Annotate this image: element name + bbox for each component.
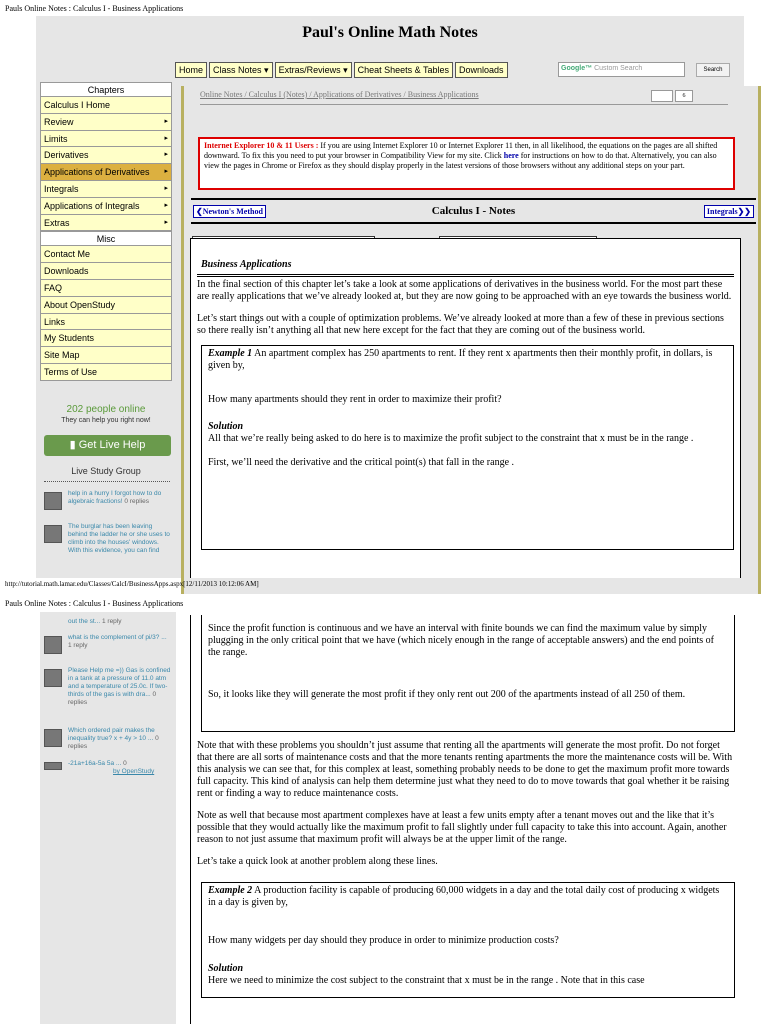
online-sub: They can help you right now!	[61, 417, 151, 424]
avatar	[44, 636, 62, 654]
pdf-url: http://tutorial.math.lamar.edu/Classes/CalcI/BusinessApps.aspx[12/11/2013 10:12:06 AM]	[5, 580, 259, 588]
divider	[200, 104, 728, 105]
nav-extras[interactable]: Extras/Reviews ▾	[275, 62, 352, 78]
sidebar-item-limits[interactable]: Limits ▸	[40, 131, 172, 148]
section-title: Business Applications	[201, 259, 292, 270]
feed-item[interactable]: Which ordered pair makes the inequality true? x + 4y > 10 ... 0 replies	[44, 727, 172, 751]
paragraph: Note as well that because most apartment complexes have at least a few units empty after a tenant moves out and the like that it’s possible that they would actually like the maximum profit to fall slightly under full capacity to take this into account. Again, another reason to not just assume that maximum profit will always be at the upper limit of the range.	[197, 810, 727, 845]
google-logo: Google™	[561, 65, 593, 72]
search-input[interactable]: Google™ Custom Search	[558, 62, 685, 77]
get-live-help-button[interactable]: ▮ Get Live Help	[44, 435, 171, 456]
feed-item[interactable]: what is the complement of pi/3? ... 1 reply	[44, 634, 172, 650]
nav-home[interactable]: Home	[175, 62, 207, 78]
chevron-right-icon: ▸	[164, 201, 168, 209]
sidebar-item-site-map[interactable]: Site Map	[40, 347, 172, 364]
paragraph: Let’s start things out with a couple of optimization problems. We’ve already looked at more than a few of these in previous sections so there really isn’t anything all that new here except for the fact that they are coming out of the business world.	[197, 313, 724, 336]
sidebar-item-downloads[interactable]: Downloads	[40, 263, 172, 280]
feed-item[interactable]: out the st... 1 reply	[68, 618, 122, 625]
next-section-button[interactable]: Integrals❯❯	[704, 205, 754, 218]
avatar	[44, 729, 62, 747]
chevron-right-icon: ▸	[164, 117, 168, 125]
feed-item[interactable]: -21a+16a-5a 5a ... 0 by OpenStudy	[44, 760, 172, 776]
live-study-group-title: Live Study Group	[71, 466, 141, 476]
notes-title: Calculus I - Notes	[431, 205, 516, 217]
chapters-header: Chapters	[40, 82, 172, 97]
online-count: 202 people online	[66, 404, 146, 415]
openstudy-link[interactable]: by OpenStudy	[113, 768, 155, 775]
avatar	[44, 762, 62, 770]
nav-class-notes[interactable]: Class Notes ▾	[209, 62, 273, 78]
breadcrumb[interactable]: Online Notes / Calculus I (Notes) / Applications of Derivatives / Business Applications	[200, 90, 479, 99]
instructions-link[interactable]: here	[503, 151, 519, 160]
sidebar-item-integrals[interactable]: Integrals ▸	[40, 181, 172, 198]
pager	[191, 198, 756, 224]
sidebar-item-faq[interactable]: FAQ	[40, 280, 172, 297]
sidebar-item-derivatives[interactable]: Derivatives ▸	[40, 147, 172, 164]
sidebar-item-extras[interactable]: Extras ▸	[40, 215, 172, 232]
avatar	[44, 669, 62, 687]
paragraph: Note that with these problems you shouldn’t just assume that renting all the apartments will generate the most profit. Do not forget that there are all sorts of maintenance costs and that the more tenants renting apartments the more the maintenance costs will be. With this analysis we can see that, for this complex at least, something probably needs to be done to get the maximum profit more towards full capacity. This kind of analysis can help them determine just what they need to do to move towards that goal whether it be raising rent or finding a way to reduce maintenance costs.	[197, 740, 733, 799]
sidebar-item-terms[interactable]: Terms of Use	[40, 364, 172, 381]
sidebar	[40, 82, 172, 381]
pdf-header: Pauls Online Notes : Calculus I - Business Applications	[5, 4, 184, 13]
ie-notice: Internet Explorer 10 & 11 Users : If you are using Internet Explorer 10 or Internet Explorer 11 then, in all likelihood, the equations on the pages are all shifted downward. To fix this you need to put your browser in Compatibility View for my site. Click here for instructions on how to do that. Alternatively, you can also view the pages in Chrome or Firefox as they should display properly in the latest versions of those browsers without any additional steps on your part.	[198, 137, 735, 190]
chevron-right-icon: ▸	[164, 184, 168, 192]
page-count: 6	[675, 90, 693, 102]
content-area	[190, 238, 741, 578]
divider	[197, 274, 734, 277]
chevron-right-icon: ▸	[164, 151, 168, 159]
avatar	[44, 525, 62, 543]
divider	[44, 481, 170, 482]
page-number-input[interactable]	[651, 90, 673, 102]
chevron-right-icon: ▸	[164, 218, 168, 226]
content-area-continued	[190, 615, 741, 1024]
avatar	[44, 492, 62, 510]
sidebar-continued	[40, 612, 176, 1024]
sidebar-item-applications-of-derivatives[interactable]: Applications of Derivatives ▸	[40, 164, 172, 181]
feed-item[interactable]: help in a hurry I forgot how to do algebraic fractions! 0 replies	[44, 490, 172, 506]
search-button[interactable]: Search	[696, 63, 730, 77]
misc-header: Misc	[40, 231, 172, 246]
example-box: Since the profit function is continuous and we have an interval with finite bounds we can find the maximum value by simply plugging in the only critical point that we have (which nicely enough in the range of acceptable answers) and the end points of the range. So, it looks like they will generate the most profit if they only rent out 200 of the apartments instead of all 250 of them.	[201, 615, 735, 732]
pdf-header: Pauls Online Notes : Calculus I - Business Applications	[5, 599, 184, 608]
chevron-right-icon: ▸	[164, 134, 168, 142]
paragraph: In the final section of this chapter let’s take a look at some applications of derivatives in the business world. For the most part these are really applications that we’ve already looked at, but they are now going to be approached with an eye towards the business world.	[197, 279, 732, 302]
top-nav	[175, 62, 508, 78]
feed-item[interactable]: The burglar has been leaving behind the ladder he or she uses to climb into the houses' windows. With this evidence, you can find	[44, 523, 172, 555]
openstudy-online	[40, 404, 172, 424]
sidebar-item-contact[interactable]: Contact Me	[40, 246, 172, 263]
feed-item[interactable]: Please Help me =)) Gas is confined in a tank at a pressure of 11.0 atm and a temperature of 25.0c. If two- thirds of the gas is with dra... 0 replies	[44, 667, 172, 707]
sidebar-item-review[interactable]: Review ▸	[40, 114, 172, 131]
sidebar-item-links[interactable]: Links	[40, 314, 172, 331]
sidebar-item-calc-home[interactable]: Calculus I Home	[40, 97, 172, 114]
example-box: Example 2 A production facility is capable of producing 60,000 widgets in a day and the total daily cost of producing x widgets in a day is given by, How many widgets per day should they produce in order to minimize production costs? Solution Here we need to minimize the cost subject to the constraint that x must be in the range . Note that in this case	[201, 882, 735, 998]
example-box: Example 1 An apartment complex has 250 apartments to rent. If they rent x apartments then their monthly profit, in dollars, is given by, How many apartments should they rent in order to maximize their profit? Solution All that we’re really being asked to do here is to maximize the profit subject to the constraint that x must be in the range . First, we’ll need the derivative and the critical point(s) that fall in the range .	[201, 345, 734, 550]
site-title: Paul's Online Math Notes	[302, 24, 478, 41]
nav-cheat-sheets[interactable]: Cheat Sheets & Tables	[354, 62, 453, 78]
sidebar-item-openstudy[interactable]: About OpenStudy	[40, 297, 172, 314]
chevron-right-icon: ▸	[164, 168, 168, 176]
prev-section-button[interactable]: ❮Newton's Method	[193, 205, 266, 218]
nav-downloads[interactable]: Downloads	[455, 62, 508, 78]
sidebar-item-applications-of-integrals[interactable]: Applications of Integrals ▸	[40, 198, 172, 215]
paragraph: Let’s take a quick look at another problem along these lines.	[197, 856, 438, 867]
sidebar-item-my-students[interactable]: My Students	[40, 330, 172, 347]
